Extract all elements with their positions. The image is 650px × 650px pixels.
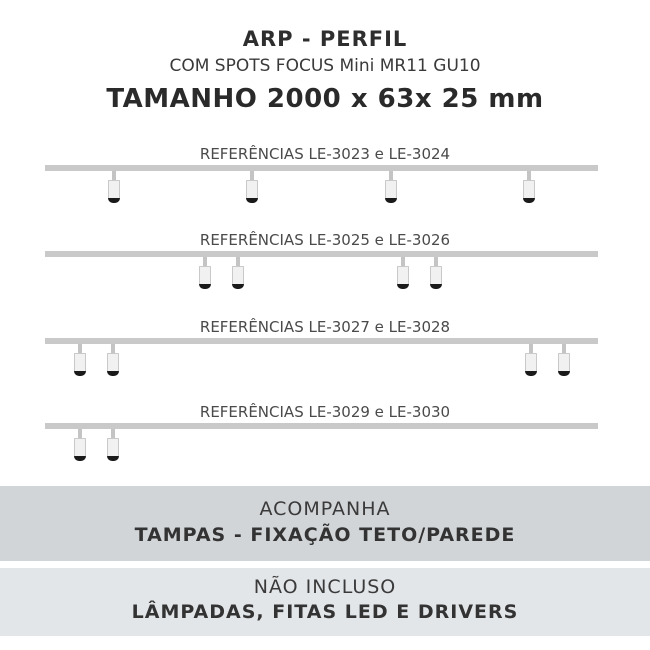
spot-light	[246, 171, 258, 203]
title: ARP - PERFIL	[242, 27, 408, 51]
included-items: TAMPAS - FIXAÇÃO TETO/PAREDE	[134, 524, 516, 546]
reference-label: REFERÊNCIAS LE-3027 e LE-3028	[199, 318, 451, 336]
spot-light	[199, 257, 211, 289]
reference-row-4	[0, 403, 650, 483]
spot-light	[74, 344, 86, 376]
spot-light	[74, 429, 86, 461]
spot-light	[107, 429, 119, 461]
rail-profile	[45, 423, 598, 429]
reference-row-3	[0, 318, 650, 398]
included-band	[0, 486, 650, 561]
rail-profile	[45, 165, 598, 171]
spot-light	[523, 171, 535, 203]
spot-light	[430, 257, 442, 289]
spot-light	[558, 344, 570, 376]
spot-light	[232, 257, 244, 289]
reference-row-2	[0, 231, 650, 311]
included-heading: ACOMPANHA	[259, 498, 391, 520]
reference-label: REFERÊNCIAS LE-3029 e LE-3030	[199, 403, 451, 421]
spot-light	[397, 257, 409, 289]
spot-light	[385, 171, 397, 203]
reference-row-1	[0, 145, 650, 225]
reference-label: REFERÊNCIAS LE-3023 e LE-3024	[199, 145, 451, 163]
size-label: TAMANHO 2000 x 63x 25 mm	[106, 84, 544, 114]
rail-profile	[45, 338, 598, 344]
not-included-heading: NÃO INCLUSO	[253, 576, 397, 598]
subtitle: COM SPOTS FOCUS Mini MR11 GU10	[169, 56, 481, 76]
rail-profile	[45, 251, 598, 257]
spot-light	[107, 344, 119, 376]
spot-light	[108, 171, 120, 203]
not-included-band	[0, 568, 650, 636]
reference-label: REFERÊNCIAS LE-3025 e LE-3026	[199, 231, 451, 249]
not-included-items: LÂMPADAS, FITAS LED E DRIVERS	[131, 601, 519, 623]
spot-light	[525, 344, 537, 376]
